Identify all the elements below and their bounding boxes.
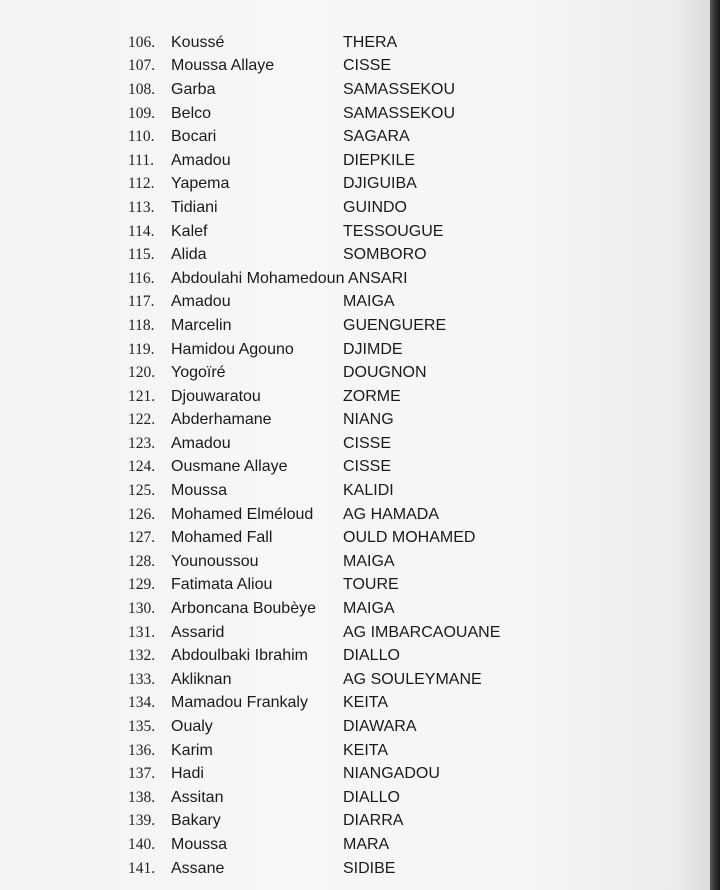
entry-last-name: MAIGA <box>343 552 395 570</box>
entry-number: 121. <box>128 387 156 405</box>
list-item <box>128 857 568 881</box>
entry-last-name: DIEPKILE <box>343 151 416 169</box>
list-item <box>128 149 568 173</box>
entry-last-name: KALIDI <box>343 482 394 500</box>
entry-last-name: CISSE <box>343 458 392 476</box>
list-item <box>128 220 568 244</box>
entry-number: 140. <box>128 835 156 853</box>
list-item <box>128 692 568 716</box>
entry-number: 116. <box>128 269 155 287</box>
list-item <box>128 621 568 645</box>
entry-first-name: Bocari <box>171 128 217 146</box>
list-item <box>128 739 568 763</box>
list-item <box>128 243 568 267</box>
entry-last-name: MAIGA <box>343 293 395 311</box>
entry-number: 119. <box>128 340 155 358</box>
entry-number: 136. <box>128 741 156 759</box>
list-item <box>128 786 568 810</box>
entry-first-name: Amadou <box>171 434 231 452</box>
list-item <box>128 361 568 385</box>
entry-number: 122. <box>128 411 156 429</box>
entry-number: 108. <box>128 80 156 98</box>
list-item <box>128 338 568 362</box>
entry-number: 141. <box>128 859 156 877</box>
entry-number: 113. <box>128 198 155 216</box>
entry-last-name: KEITA <box>343 741 389 759</box>
entry-last-name: DIAWARA <box>343 718 417 736</box>
list-item <box>128 385 568 409</box>
entry-last-name: OULD MOHAMED <box>343 529 476 547</box>
entry-first-name: Mohamed Fall <box>171 529 273 547</box>
entry-last-name: AG HAMADA <box>343 505 440 523</box>
entry-last-name: NIANG <box>343 411 394 429</box>
entry-last-name: DJIGUIBA <box>343 175 417 193</box>
entry-first-name: Mohamed Elméloud <box>171 505 314 523</box>
entry-last-name: DIALLO <box>343 788 400 806</box>
entry-last-name: CISSE <box>343 57 392 75</box>
entry-first-name: Moussa <box>171 482 228 500</box>
entry-first-name: Ousmane Allaye <box>171 458 288 476</box>
entry-last-name: MARA <box>343 835 390 853</box>
entry-first-name: Abdoulbaki Ibrahim <box>171 647 308 665</box>
list-item <box>128 574 568 598</box>
list-item <box>128 267 568 291</box>
entry-first-name: Mamadou Frankaly <box>171 694 308 712</box>
entry-last-name: DOUGNON <box>343 364 427 382</box>
entry-first-name: Assarid <box>171 623 225 641</box>
list-item <box>128 644 568 668</box>
entry-last-name: TESSOUGUE <box>343 222 444 240</box>
page-edge-shadow <box>710 0 720 890</box>
name-list <box>128 31 568 880</box>
entry-number: 118. <box>128 316 155 334</box>
entry-first-name: Fatimata Aliou <box>171 576 273 594</box>
list-item <box>128 31 568 55</box>
entry-first-name: Djouwaratou <box>171 387 261 405</box>
entry-number: 139. <box>128 812 156 830</box>
entry-last-name: DIARRA <box>343 812 404 830</box>
entry-number: 135. <box>128 718 156 736</box>
list-item <box>128 762 568 786</box>
entry-last-name: SAGARA <box>343 128 410 146</box>
list-item <box>128 55 568 79</box>
entry-first-name: Tidiani <box>171 198 218 216</box>
entry-first-name: Hadi <box>171 765 204 783</box>
list-item <box>128 550 568 574</box>
list-item <box>128 597 568 621</box>
entry-first-name: Koussé <box>171 33 225 51</box>
entry-last-name: MAIGA <box>343 600 395 618</box>
entry-number: 130. <box>128 600 156 618</box>
list-item <box>128 833 568 857</box>
entry-first-name: Marcelin <box>171 316 232 334</box>
entry-last-name: SOMBORO <box>343 246 427 264</box>
entry-last-name: TOURE <box>343 576 399 594</box>
entry-first-name: Bakary <box>171 812 221 830</box>
entry-number: 131. <box>128 623 156 641</box>
entry-first-name: Kalef <box>171 222 208 240</box>
entry-number: 107. <box>128 57 156 75</box>
entry-number: 112. <box>128 175 155 193</box>
entry-first-name: Oualy <box>171 718 213 736</box>
list-item <box>128 668 568 692</box>
entry-number: 126. <box>128 505 156 523</box>
entry-number: 114. <box>128 222 155 240</box>
entry-number: 120. <box>128 364 156 382</box>
entry-number: 109. <box>128 104 156 122</box>
entry-number: 129. <box>128 576 156 594</box>
entry-first-name: Assitan <box>171 788 224 806</box>
entry-first-name: Moussa Allaye <box>171 57 275 75</box>
list-item <box>128 479 568 503</box>
entry-last-name: CISSE <box>343 434 392 452</box>
entry-number: 106. <box>128 33 156 51</box>
entry-number: 127. <box>128 529 156 547</box>
entry-first-name: Younoussou <box>171 552 259 570</box>
entry-first-name: Yogoïré <box>171 364 226 382</box>
list-item <box>128 196 568 220</box>
entry-first-name: Abderhamane <box>171 411 272 429</box>
entry-number: 133. <box>128 670 156 688</box>
entry-last-name: THERA <box>343 33 398 51</box>
entry-first-name: Assane <box>171 859 225 877</box>
list-item <box>128 291 568 315</box>
entry-last-name: SAMASSEKOU <box>343 80 456 98</box>
entry-number: 125. <box>128 482 156 500</box>
entry-first-name: Arboncana Boubèye <box>171 600 316 618</box>
entry-first-name: Yapema <box>171 175 230 193</box>
entry-last-name: GUINDO <box>343 198 407 216</box>
list-item <box>128 409 568 433</box>
entry-number: 115. <box>128 246 155 264</box>
list-item <box>128 715 568 739</box>
list-item <box>128 526 568 550</box>
entry-last-name: DJIMDE <box>343 340 403 358</box>
entry-last-name: SAMASSEKOU <box>343 104 456 122</box>
entry-first-name: Akliknan <box>171 670 232 688</box>
entry-number: 111. <box>128 151 154 169</box>
entry-first-name: Karim <box>171 741 213 759</box>
entry-last-name: AG IMBARCAOUANE <box>343 623 501 641</box>
entry-number: 117. <box>128 293 155 311</box>
entry-last-name: GUENGUERE <box>343 316 447 334</box>
entry-number: 110. <box>128 128 155 146</box>
entry-first-name: Amadou <box>171 151 231 169</box>
entry-first-name: Moussa <box>171 835 228 853</box>
entry-number: 123. <box>128 434 156 452</box>
entry-number: 132. <box>128 647 156 665</box>
list-item <box>128 125 568 149</box>
entry-last-name: NIANGADOU <box>343 765 440 783</box>
entry-first-name: Garba <box>171 80 216 98</box>
list-item <box>128 432 568 456</box>
entry-first-name: Hamidou Agouno <box>171 340 294 358</box>
entry-last-name: DIALLO <box>343 647 400 665</box>
list-item <box>128 810 568 834</box>
entry-last-name: AG SOULEYMANE <box>343 670 482 688</box>
entry-number: 134. <box>128 694 156 712</box>
entry-first-name: Belco <box>171 104 212 122</box>
entry-number: 124. <box>128 458 156 476</box>
entry-number: 138. <box>128 788 156 806</box>
list-item <box>128 503 568 527</box>
list-item <box>128 456 568 480</box>
list-item <box>128 173 568 197</box>
entry-last-name: ZORME <box>343 387 401 405</box>
entry-number: 137. <box>128 765 156 783</box>
entry-number: 128. <box>128 552 156 570</box>
entry-first-name: Abdoulahi Mohamedoun ANSARI <box>171 269 408 287</box>
list-item <box>128 78 568 102</box>
entry-first-name: Amadou <box>171 293 231 311</box>
list-item <box>128 314 568 338</box>
list-item <box>128 102 568 126</box>
entry-last-name: SIDIBE <box>343 859 396 877</box>
entry-last-name: KEITA <box>343 694 389 712</box>
entry-first-name: Alida <box>171 246 207 264</box>
